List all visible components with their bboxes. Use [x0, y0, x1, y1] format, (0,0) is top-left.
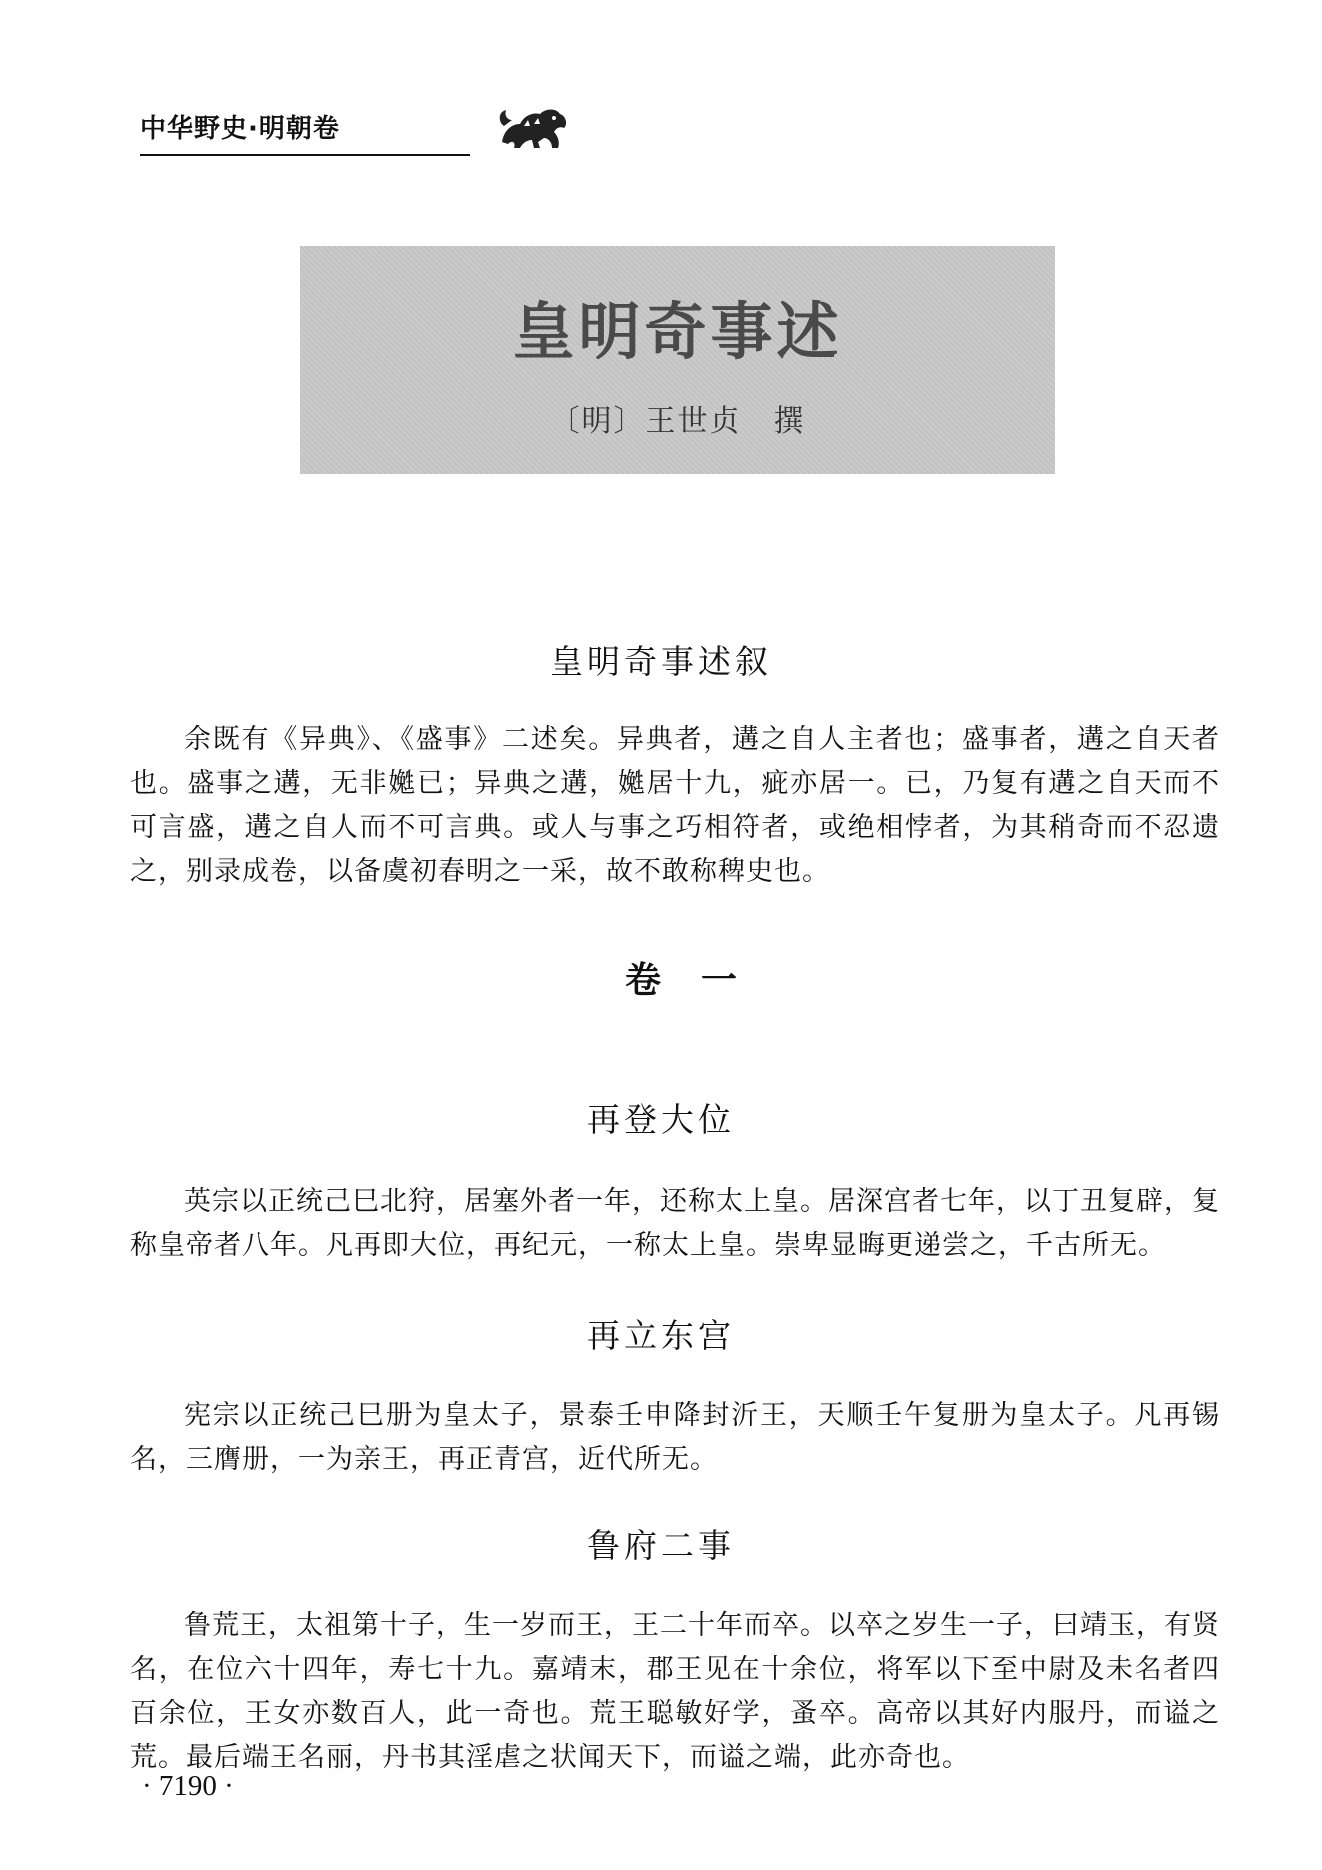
- section-heading: 再登大位: [587, 1100, 735, 1139]
- book-title: 皇明奇事述: [512, 295, 843, 368]
- beast-emblem-icon: [494, 96, 574, 156]
- title-box: [300, 246, 1055, 474]
- volume-heading: 卷一: [624, 960, 777, 1001]
- page-number: · 7190 ·: [142, 1770, 234, 1802]
- section-heading: 再立东宫: [587, 1316, 735, 1355]
- header-rule: [140, 154, 470, 156]
- section-paragraph: 英宗以正统己巳北狩，居塞外者一年，还称太上皇。居深宫者七年，以丁丑复辟，复称皇帝者八年。凡再即大位，再纪元，一称太上皇。崇卑显晦更递尝之，千古所无。: [130, 1186, 1220, 1261]
- running-title: 中华野史·明朝卷: [140, 114, 340, 144]
- section-paragraph: 鲁荒王，太祖第十子，生一岁而王，王二十年而卒。以卒之岁生一子，曰靖玉，有贤名，在位六十四年，寿七十九。嘉靖末，郡王见在十余位，将军以下至中尉及未名者四百余位，王女亦数百人，此一奇也。荒王聪敏好学，蚤卒。高帝以其好内服丹，而谥之荒。最后端王名丽，丹书其淫虐之状闻天下，而谥之端，此亦奇也。: [130, 1610, 1220, 1773]
- preface-paragraph: 余既有《异典》、《盛事》二述矣。异典者，遘之自人主者也；盛事者，遘之自天者也。盛事之遘，无非嬔已；异典之遘，嬔居十九，疵亦居一。已，乃复有遘之自天而不可言盛，遘之自人而不可言典。或人与事之巧相符者，或绝相悖者，为其稍奇而不忍遗之，别录成卷，以备虞初春明之一采，故不敢称稗史也。: [130, 724, 1220, 887]
- preface-heading: 皇明奇事述叙: [550, 642, 772, 681]
- section-heading: 鲁府二事: [587, 1526, 735, 1565]
- book-author: 〔明〕王世贞 撰: [549, 404, 806, 439]
- section-paragraph: 宪宗以正统己巳册为皇太子，景泰壬申降封沂王，天顺壬午复册为皇太子。凡再锡名，三膺册，一为亲王，再正青宫，近代所无。: [130, 1400, 1220, 1475]
- running-header: [140, 96, 560, 156]
